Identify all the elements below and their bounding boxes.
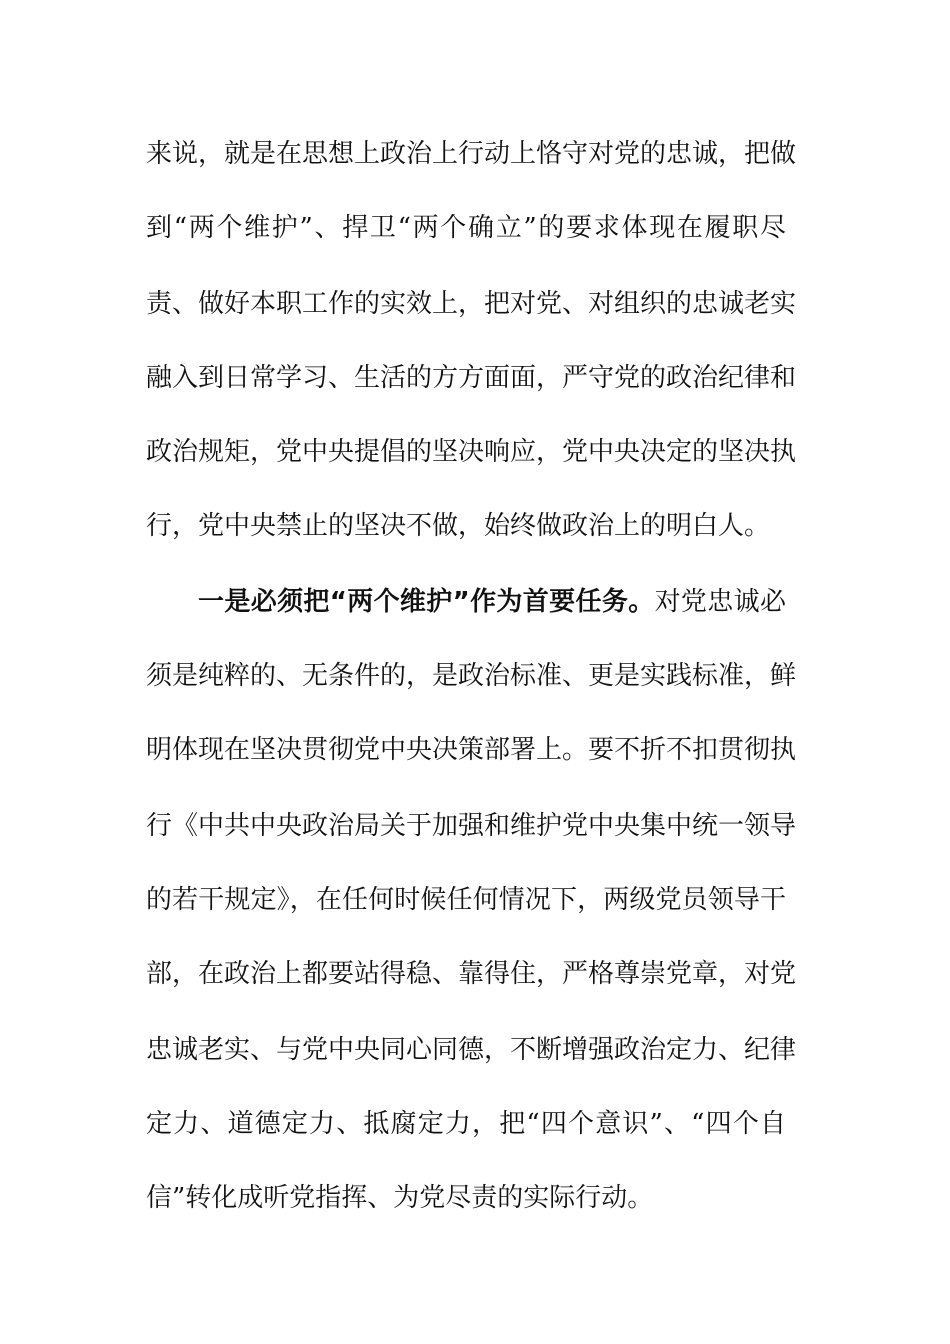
text-line: 到“两个维护”、捍卫“两个确立”的要求体现在履职尽 bbox=[146, 213, 786, 243]
text-line: 的若干规定》，在任何时候任何情况下，两级党员领导干 bbox=[146, 885, 786, 915]
text-line: 行，党中央禁止的坚决不做，始终做政治上的明白人。 bbox=[146, 511, 771, 541]
text-line: 政治规矩，党中央提倡的坚决响应，党中央决定的坚决执 bbox=[146, 437, 797, 467]
text-line: 行《中共中央政治局关于加强和维护党中央集中统一领导 bbox=[146, 811, 797, 841]
text-line: 部，在政治上都要站得稳、靠得住，严格尊崇党章，对党 bbox=[146, 959, 797, 989]
paragraph-lead-line bbox=[198, 582, 786, 622]
text-line: 须是纯粹的、无条件的，是政治标准、更是实践标准，鲜 bbox=[146, 661, 797, 691]
text-line: 信”转化成听党指挥、为党尽责的实际行动。 bbox=[146, 1183, 654, 1213]
text-line: 融入到日常学习、生活的方方面面，严守党的政治纪律和 bbox=[146, 363, 797, 393]
lead-rest-text: 对党忠诚必 bbox=[654, 587, 786, 617]
bold-lead-sentence: 一是必须把“两个维护”作为首要任务。 bbox=[198, 587, 655, 617]
text-line: 责、做好本职工作的实效上，把对党、对组织的忠诚老实 bbox=[146, 289, 797, 319]
text-line: 来说，就是在思想上政治上行动上恪守对党的忠诚，把做 bbox=[146, 139, 797, 169]
text-line: 明体现在坚决贯彻党中央决策部署上。要不折不扣贯彻执 bbox=[146, 735, 797, 765]
text-line: 定力、道德定力、抵腐定力，把“四个意识”、“四个自 bbox=[146, 1109, 786, 1139]
text-line: 忠诚老实、与党中央同心同德，不断增强政治定力、纪律 bbox=[146, 1035, 797, 1065]
